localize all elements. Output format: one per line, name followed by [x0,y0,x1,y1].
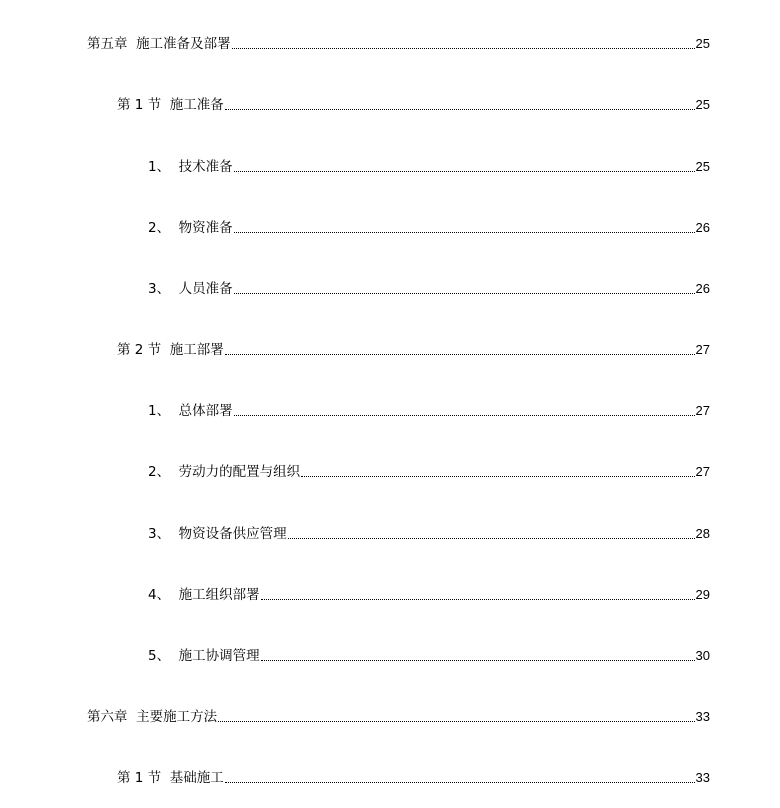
toc-dot-leader [225,781,695,783]
toc-page-number: 27 [695,464,710,479]
toc-entry-title: 第六章 主要施工方法 [87,709,218,725]
toc-entry-title: 4、 施工组织部署 [148,587,260,603]
toc-entry-section-1[interactable] [117,94,710,114]
toc-entry-item[interactable] [148,645,710,665]
toc-page-number: 29 [695,587,710,602]
toc-page-number: 33 [695,709,710,724]
toc-dot-leader [234,292,695,294]
toc-entry-title: 2、 物资准备 [148,220,233,236]
toc-entry-section-2[interactable] [117,339,710,359]
toc-page-number: 28 [695,526,710,541]
toc-entry-title: 第 2 节 施工部署 [117,342,224,358]
toc-entry-title: 第 1 节 基础施工 [117,770,224,786]
toc-entry-item[interactable] [148,400,710,420]
toc-dot-leader [225,108,695,110]
toc-dot-leader [288,537,695,539]
toc-dot-leader [261,598,695,600]
toc-dot-leader [261,659,695,661]
toc-entry-item[interactable] [148,523,710,543]
toc-entry-section-1[interactable] [117,767,710,787]
toc-entry-title: 1、 技术准备 [148,159,233,175]
toc-entry-item[interactable] [148,278,710,298]
toc-page-number: 27 [695,342,710,357]
toc-dot-leader [234,170,695,172]
toc-page-number: 25 [695,36,710,51]
toc-dot-leader [225,353,695,355]
toc-entry-item[interactable] [148,156,710,176]
toc-entry-chapter-5[interactable] [87,33,710,53]
toc-page-number: 30 [695,648,710,663]
toc-page-number: 26 [695,220,710,235]
toc-page-number: 27 [695,403,710,418]
toc-page-number: 25 [695,97,710,112]
toc-entry-item[interactable] [148,584,710,604]
toc-entry-title: 第五章 施工准备及部署 [87,36,231,52]
toc-dot-leader [232,47,695,49]
toc-dot-leader [301,475,694,477]
toc-dot-leader [234,231,695,233]
toc-entry-item[interactable] [148,217,710,237]
toc-entry-item[interactable] [148,461,710,481]
toc-entry-title: 2、 劳动力的配置与组织 [148,464,301,480]
toc-entry-title: 第 1 节 施工准备 [117,97,224,113]
toc-entry-title: 3、 物资设备供应管理 [148,526,287,542]
toc-page-number: 33 [695,770,710,785]
toc-entry-title: 1、 总体部署 [148,403,233,419]
toc-entry-title: 3、 人员准备 [148,281,233,297]
toc-dot-leader [234,414,695,416]
toc-entry-chapter-6[interactable] [87,706,710,726]
toc-dot-leader [218,720,694,722]
toc-entry-title: 5、 施工协调管理 [148,648,260,664]
toc-page-number: 26 [695,281,710,296]
toc-page-number: 25 [695,159,710,174]
